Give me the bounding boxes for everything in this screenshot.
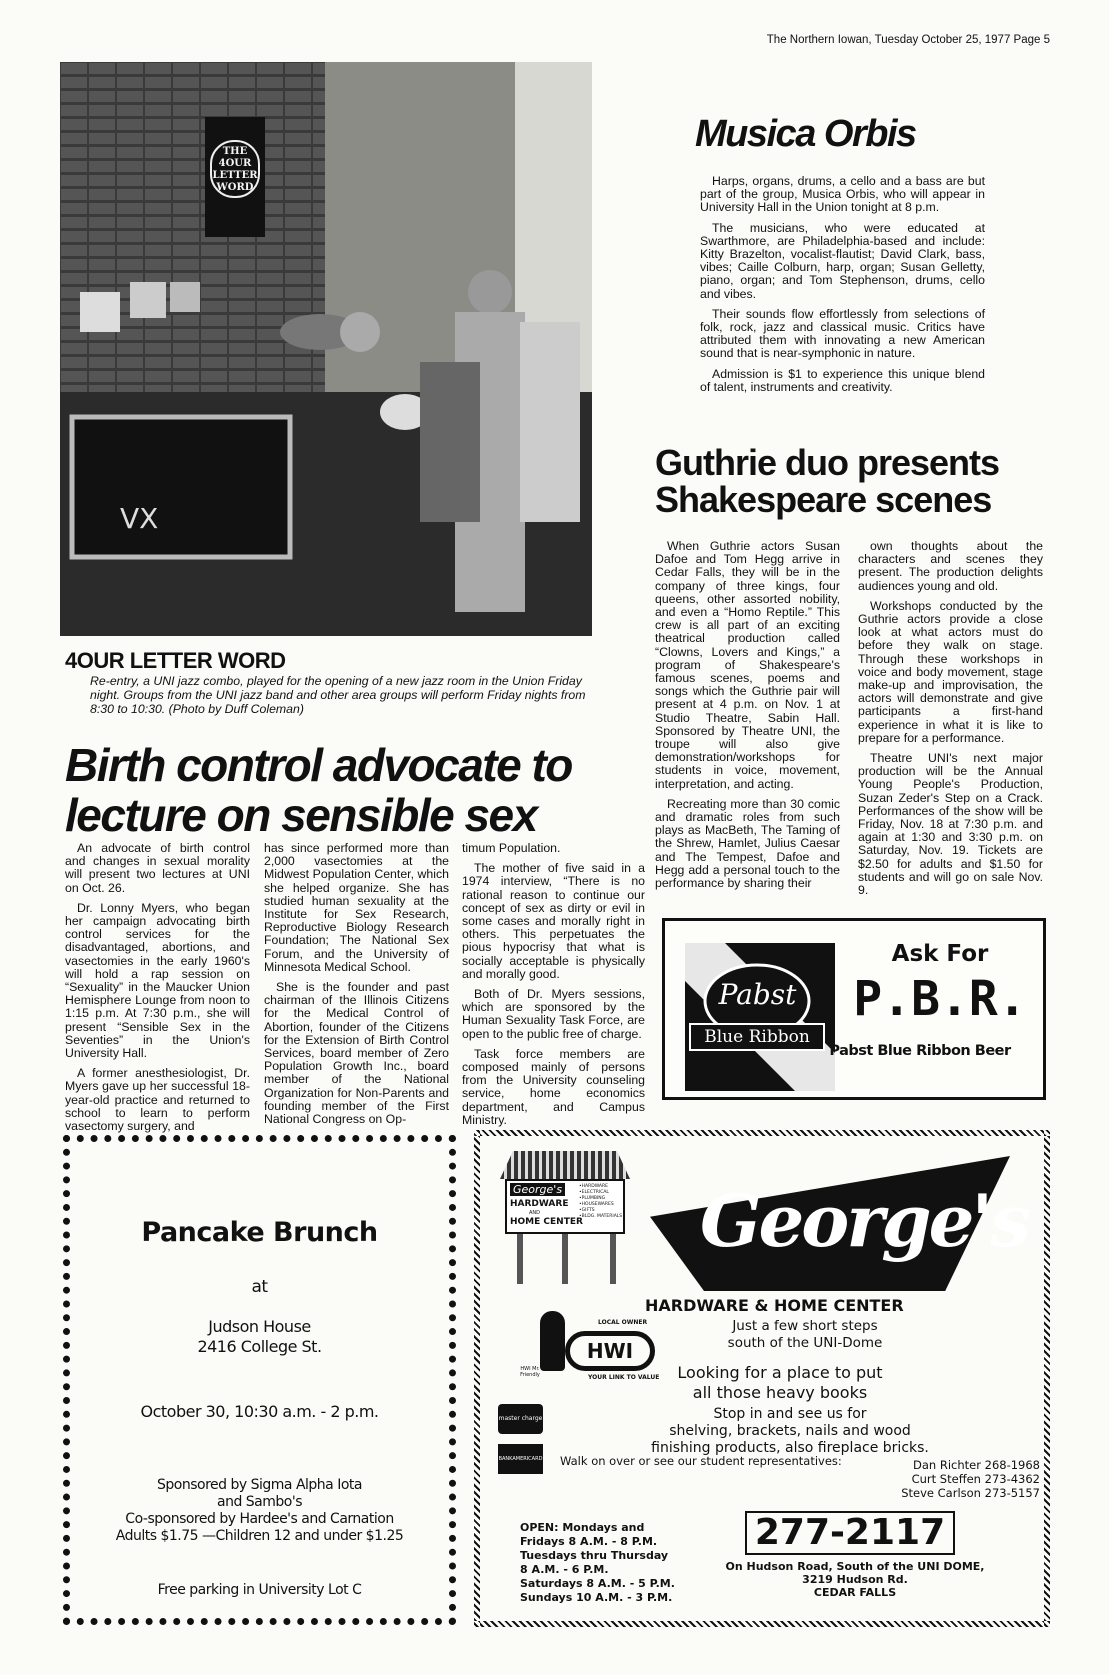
ad-text: 2416 College St. — [197, 1337, 322, 1356]
paragraph: Recreating more than 30 comic and dramatic roles from such plays as MacBeth, The Taming of the Shrew, Hamlet, Julius Caesar and The Tempest, Dafoe and Hegg add a personal touch to the performance by sharing their — [655, 796, 840, 891]
sign-roof — [500, 1151, 630, 1179]
ad-prices: Adults $1.75 —Children 12 and under $1.25 — [115, 1528, 404, 1544]
ad-text: Looking for a place to put — [677, 1363, 883, 1382]
hours-line: Sundays 10 A.M. - 3 P.M. — [520, 1591, 673, 1604]
sign-text: HARDWARE — [510, 1199, 569, 1209]
ad-text: finishing products, also fireplace bricks. — [651, 1440, 929, 1456]
ad-text: Co-sponsored by Hardee's and Carnation — [125, 1511, 394, 1527]
sign-list-item: •HARDWARE — [579, 1184, 608, 1189]
birth-col-2 — [264, 842, 449, 1133]
phone-number: 277-2117 — [745, 1511, 955, 1555]
headline-line: Birth control advocate to — [65, 739, 572, 791]
bankamericard-logo: BANKAMERICARD — [498, 1444, 543, 1474]
student-rep: Curt Steffen 273-4362 — [911, 1472, 1040, 1486]
ad-text: Just a few short steps — [732, 1318, 878, 1334]
pbr-big: P.B.R. — [853, 971, 1027, 1027]
paragraph: She is the founder and past chairman of the Illinois Citizens for the Medical Control of Abortion, founder of the Citizens for the Extension of Birth Control Services, board member of Zero Population Growth Inc., board member of the National Organization for Non-Parents and founding member of the First National Congress on Op- — [264, 980, 449, 1127]
hwi-text: YOUR LINK TO VALUE — [588, 1374, 660, 1381]
student-rep: Steve Carlson 273-5157 — [901, 1486, 1040, 1500]
photo-caption: Re-entry, a UNI jazz combo, played for the opening of a new jazz room in the Union Friday night. Groups from the UNI jazz band and other area groups will perform Friday nights from 8:30 to 10:30. (Photo by Duff Coleman) — [90, 674, 586, 716]
amp-logo: VX — [120, 502, 159, 535]
georges-hardware-ad — [474, 1130, 1050, 1627]
paragraph: A former anesthesiologist, Dr. Myers gave up her successful 18-year-old practice and returned to school to learn to perform vasectomy surgery, and — [65, 1066, 250, 1134]
pancake-brunch-ad — [63, 1135, 456, 1625]
paragraph: Harps, organs, drums, a cello and a bass are but part of the group, Musica Orbis, who will appear in University Hall in the Union tonight at 8 p.m. — [700, 174, 985, 215]
ad-text: Walk on over or see our student representatives: — [560, 1454, 842, 1468]
store-sign — [505, 1179, 625, 1234]
guthrie-col-2 — [858, 540, 1043, 904]
guthrie-headline — [655, 442, 1000, 520]
paragraph: Workshops conducted by the Guthrie actors provide a close look at what actors must do before they walk on stage. Through these workshops in voice and body movement, stage make-up and improvisation, the actors will demonstrate and give participants a first-hand experience in what it is like to prepare for a performance. — [858, 598, 1043, 745]
photo-caption-title: 4OUR LETTER WORD — [65, 648, 286, 673]
hours-line: Tuesdays thru Thursday — [520, 1549, 669, 1562]
paragraph: The musicians, who were educated at Swarthmore, are Philadelphia-based and include: Kitty Brazelton, vocalist-flautist; David Clark, bass, vibes; Caille Colburn, harp, organ; Susan Gelletty, piano, organ; and Tom Stephenson, drums, cello and vibes. — [700, 220, 985, 301]
paragraph: The mother of five said in a 1974 interview, “There is no rational reason to continue our concept of sex as dirty or evil in some cases and morally right in others. This perpetuates the pious hypocrisy that what is socially acceptable is physically and morally good. — [462, 861, 645, 981]
sign-list-item: •GIFTS — [579, 1208, 595, 1213]
hours-line: Saturdays 8 A.M. - 5 P.M. — [520, 1577, 675, 1590]
paragraph: Task force members are composed mainly of persons from the University counseling service, home economics department, and Campus Ministry. — [462, 1046, 645, 1127]
paragraph: Dr. Lonny Myers, who began her campaign advocating birth control services for the disadvantaged, abortions, and vasectomies in the early 1960's will hold a rap session on “Sexuality” in the Maucker Union Hemisphere Lounge from noon to 1:15 p.m. At 7:30 p.m., she will present “Sensible Sex in the Seventies” in the Union's University Hall. — [65, 900, 250, 1061]
student-rep: Dan Richter 268-1968 — [913, 1458, 1040, 1472]
sign-list-item: •HOUSEWARES — [579, 1202, 614, 1207]
birth-control-headline — [65, 740, 572, 840]
ad-text: and Sambo's — [217, 1494, 302, 1510]
hours-line: 8 A.M. - 6 P.M. — [520, 1563, 609, 1576]
sign-text: THE 4OUR LETTER WORD — [210, 140, 260, 198]
birth-col-1 — [65, 842, 250, 1140]
pbr-logo-text: Pabst — [718, 978, 797, 1011]
ad-text: all those heavy books — [692, 1383, 868, 1402]
pbr-logo-text: Blue Ribbon — [689, 1023, 825, 1051]
georges-logo: George's — [700, 1178, 1028, 1263]
paragraph: own thoughts about the characters and scenes they present. The production delights audiences young and old. — [858, 539, 1043, 593]
musica-article — [700, 175, 985, 401]
pbr-ad — [662, 918, 1046, 1100]
paragraph: Their sounds flow effortlessly from selections of folk, rock, jazz and classical music. Critics have attributed them with innovating a new American sound that is near-symphonic in nature. — [700, 306, 985, 361]
ad-text: Judson House — [208, 1317, 311, 1336]
headline-line: Shakespeare scenes — [655, 478, 992, 520]
guthrie-col-1 — [655, 540, 840, 897]
mastercharge-logo: master charge — [498, 1404, 543, 1434]
ad-title: Pancake Brunch — [141, 1217, 378, 1248]
address-line: 3219 Hudson Rd. — [802, 1573, 908, 1586]
ad-text: Stop in and see us for — [713, 1406, 867, 1422]
sign-list-item: •BLDG. MATERIALS — [579, 1214, 623, 1219]
hwi-text: LOCAL OWNER — [598, 1319, 648, 1326]
sign-list-item: •PLUMBING — [579, 1196, 606, 1201]
paragraph: has since performed more than 2,000 vasectomies at the Midwest Population Center, which she helped organize. She has studied human sexuality at the Institute for Sex Research, Reproductive Biology Research Foundation; The National Sex Forum, and the University of Minnesota Medical School. — [264, 841, 449, 974]
paragraph: Both of Dr. Myers sessions, which are sponsored by the Human Sexuality Task Force, are open to the public free of charge. — [462, 987, 645, 1041]
pbr-logo — [685, 943, 835, 1091]
ad-text: Free parking in University Lot C — [157, 1582, 362, 1598]
headline-line: Guthrie duo presents — [655, 442, 1000, 483]
paragraph: timum Population. — [462, 841, 561, 855]
ad-text: south of the UNI-Dome — [727, 1335, 883, 1351]
sign-logo: George's — [510, 1183, 565, 1196]
hours-line: Fridays 8 A.M. - 8 P.M. — [520, 1535, 658, 1548]
birth-col-3 — [462, 842, 645, 1134]
ad-text: shelving, brackets, nails and wood — [669, 1423, 911, 1439]
georges-subtitle: HARDWARE & HOME CENTER — [645, 1296, 904, 1315]
hours-line: OPEN: Mondays and — [520, 1521, 645, 1534]
jazz-combo-photo — [60, 62, 592, 636]
musica-headline: Musica Orbis — [695, 113, 916, 155]
hwi-logo: HWI — [565, 1331, 655, 1371]
paragraph: When Guthrie actors Susan Dafoe and Tom Hegg arrive in Cedar Falls, they will be in the company of three kings, four queens, other assorted nobility, and even a “Homo Reptile.” This crew is all part of an exciting theatrical production called “Clowns, Lovers and Kings,” a program of Shakespeare's famous scenes, poems and songs which the Guthrie pair will present at 4 p.m. on Nov. 1 at Studio Theatre, Sabin Hall. Sponsored by Theatre UNI, the troupe will also give demonstration/workshops for students in voice, movement, interpretation, and acting. — [655, 539, 840, 791]
paragraph: Admission is $1 to experience this unique blend of talent, instruments and creativity. — [700, 366, 985, 394]
sign-text: HOME CENTER — [510, 1217, 583, 1227]
sign-text: AND — [529, 1210, 541, 1216]
sign-list-item: •ELECTRICAL — [579, 1190, 609, 1195]
headline-line: lecture on sensible sex — [65, 789, 537, 841]
paragraph: An advocate of birth control and changes in sexual morality will present two lectures at UNI on Oct. 26. — [65, 841, 250, 895]
page-folio: The Northern Iowan, Tuesday October 25, 1977 Page 5 — [766, 34, 1050, 46]
ad-text: at — [251, 1277, 268, 1297]
address-line: CEDAR FALLS — [813, 1586, 897, 1599]
hwi-text: HWI Mr. Friendly — [520, 1366, 540, 1378]
pbr-tagline: Pabst Blue Ribbon Beer — [829, 1043, 1011, 1059]
ad-text: Sponsored by Sigma Alpha Iota — [157, 1477, 362, 1493]
address-line: On Hudson Road, South of the UNI DOME, — [725, 1560, 985, 1573]
pbr-ask-for: Ask For — [891, 941, 989, 967]
paragraph: Theatre UNI's next major production will be the Annual Young People's Production, Suzan Zeder's Step on a Crack. Performances of the show will be Friday, Nov. 18 at 7:30 p.m. and again at 1:30 and 3:30 p.m. on Saturday, Nov. 19. Tickets are $2.50 for adults and $1.50 for students and will go on sale Nov. 9. — [858, 751, 1043, 898]
ad-date: October 30, 10:30 a.m. - 2 p.m. — [140, 1402, 379, 1421]
mr-friendly-mascot-icon — [540, 1311, 565, 1371]
store-hours — [520, 1521, 675, 1605]
